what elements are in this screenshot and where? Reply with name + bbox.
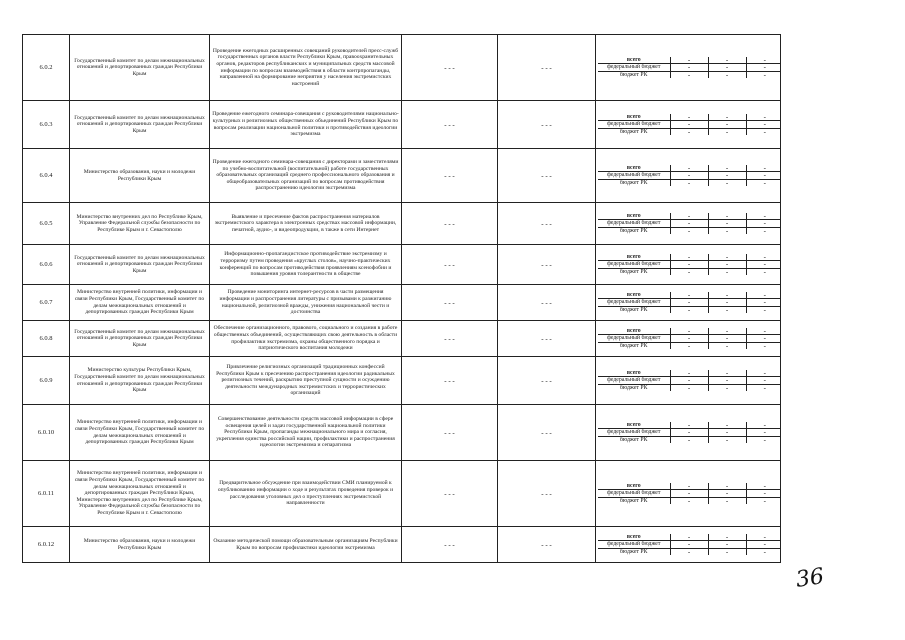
row-number: 6.0.10: [23, 405, 70, 461]
financing-cell: -: [746, 377, 781, 385]
regional-label: бюджет РК: [598, 384, 670, 391]
financing-table: [598, 328, 781, 350]
row-financing: [596, 149, 781, 203]
table-row: [23, 405, 781, 461]
row-description: Выявление и пресечение фактов распространения материалов экстремистского характера в электронных средствах массовой информации, печатной, аудио-, и видеопродукции, в также в сети Интернет: [210, 203, 402, 245]
row-result: - - -: [498, 35, 596, 101]
table-row: [23, 245, 781, 285]
financing-regional-row: [598, 342, 781, 349]
financing-federal-row: [598, 261, 781, 269]
row-result: - - -: [498, 203, 596, 245]
federal-label: федеральный бюджет: [598, 220, 670, 228]
financing-cell: -: [708, 436, 746, 443]
financing-cell: -: [746, 213, 781, 220]
financing-cell: -: [746, 328, 781, 335]
financing-federal-row: [598, 377, 781, 385]
regional-label: бюджет РК: [598, 436, 670, 443]
financing-cell: -: [746, 370, 781, 377]
financing-cell: -: [708, 165, 746, 172]
financing-cell: -: [708, 299, 746, 307]
row-number: 6.0.2: [23, 35, 70, 101]
financing-regional-row: [598, 436, 781, 443]
regional-label: бюджет РК: [598, 497, 670, 504]
financing-table: [598, 422, 781, 444]
financing-cell: -: [670, 370, 708, 377]
financing-cell: -: [746, 483, 781, 490]
financing-table: [598, 534, 781, 556]
row-result: - - -: [498, 149, 596, 203]
financing-cell: -: [670, 342, 708, 349]
total-label: всего: [626, 253, 641, 260]
financing-cell: -: [670, 422, 708, 429]
row-number: 6.0.3: [23, 101, 70, 149]
financing-cell: -: [670, 213, 708, 220]
financing-cell: -: [708, 261, 746, 269]
row-executor: Министерство внутренних дел по Республике Крым, Управление Федеральной службы безопасности по Республике Крым и г. Севастополю: [70, 203, 210, 245]
financing-cell: -: [708, 227, 746, 234]
row-financing: [596, 405, 781, 461]
financing-cell: -: [708, 429, 746, 437]
financing-cell: -: [746, 335, 781, 343]
financing-cell: -: [670, 335, 708, 343]
federal-label: федеральный бюджет: [598, 261, 670, 269]
row-financing: [596, 527, 781, 563]
financing-cell: -: [746, 534, 781, 541]
total-label: всего: [626, 369, 641, 376]
table-row: [23, 149, 781, 203]
table-row: [23, 527, 781, 563]
financing-cell: -: [708, 220, 746, 228]
financing-cell: -: [708, 384, 746, 391]
row-description: Информационно-пропагандистское противодействие экстремизму и терроризму путем проведения «круглых столов», научно-практических конференций по вопросам противодействия проявлениям ксенофобии и повышения уровня толерантности в обществе: [210, 245, 402, 285]
row-description: Проведение ежегодного семинара-совещания с руководителями национально-культурных и религиозных общественных объединений Республики Крым по вопросам реализации национальной политики и противодействия идеологии экстремизма: [210, 101, 402, 149]
row-executor: Министерство внутренней политики, информации и связи Республики Крым, Государственный комитет по делам межнациональных отношений и депортированных граждан Республики Крым, Министерство внутренних дел по Республике Крым, Управление Федеральной службы безопасности по Республике Крым и г. Севастополю: [70, 461, 210, 527]
financing-total-row: [598, 534, 781, 541]
regional-label: бюджет РК: [598, 548, 670, 555]
financing-cell: -: [746, 254, 781, 261]
financing-cell: -: [746, 268, 781, 275]
financing-table: [598, 254, 781, 276]
financing-table: [598, 213, 781, 235]
financing-total-row: [598, 328, 781, 335]
financing-regional-row: [598, 384, 781, 391]
financing-table: [598, 292, 781, 314]
total-label: всего: [626, 291, 641, 298]
financing-cell: -: [746, 436, 781, 443]
row-description: Предварительное обсуждение при взаимодействии СМИ планируемой к опубликованию информации о ходе и результатах проведения проверок и расследования уголовных дел о преступлениях экстремистской направленности: [210, 461, 402, 527]
row-executor: Министерство культуры Республики Крым, Государственный комитет по делам межнациональных отношений и депортированных граждан Республики Крым: [70, 357, 210, 405]
table-row: [23, 35, 781, 101]
financing-regional-row: [598, 548, 781, 555]
row-deadline: - - -: [402, 35, 498, 101]
financing-cell: -: [670, 165, 708, 172]
financing-federal-row: [598, 172, 781, 180]
federal-label: федеральный бюджет: [598, 429, 670, 437]
financing-cell: -: [708, 534, 746, 541]
financing-cell: -: [708, 541, 746, 549]
table-row: [23, 285, 781, 321]
federal-label: федеральный бюджет: [598, 377, 670, 385]
table-row: [23, 357, 781, 405]
regional-label: бюджет РК: [598, 71, 670, 78]
financing-cell: -: [670, 128, 708, 135]
row-executor: Государственный комитет по делам межнациональных отношений и депортированных граждан Республики Крым: [70, 245, 210, 285]
financing-cell: -: [746, 64, 781, 72]
row-result: - - -: [498, 357, 596, 405]
financing-cell: -: [708, 71, 746, 78]
financing-cell: -: [746, 306, 781, 313]
row-executor: Государственный комитет по делам межнациональных отношений и депортированных граждан Республики Крым: [70, 101, 210, 149]
financing-cell: -: [670, 490, 708, 498]
financing-cell: -: [708, 483, 746, 490]
financing-federal-row: [598, 220, 781, 228]
row-deadline: - - -: [402, 101, 498, 149]
row-financing: [596, 461, 781, 527]
financing-total-row: [598, 422, 781, 429]
financing-cell: -: [746, 384, 781, 391]
row-number: 6.0.5: [23, 203, 70, 245]
financing-cell: -: [746, 299, 781, 307]
financing-cell: -: [708, 57, 746, 64]
federal-label: федеральный бюджет: [598, 64, 670, 72]
regional-label: бюджет РК: [598, 227, 670, 234]
row-description: Обеспечение организационного, правового, социального и создания в работе общественных объединений, осуществляющих свою деятельность в области профилактики экстремизма, охраны общественного порядка и патриотического воспитания молодежи: [210, 321, 402, 357]
row-financing: [596, 101, 781, 149]
financing-cell: -: [746, 490, 781, 498]
row-financing: [596, 357, 781, 405]
financing-cell: -: [708, 213, 746, 220]
financing-cell: -: [746, 422, 781, 429]
financing-table: [598, 114, 781, 136]
financing-total-row: [598, 57, 781, 64]
financing-cell: -: [746, 179, 781, 186]
financing-cell: -: [708, 548, 746, 555]
row-deadline: - - -: [402, 527, 498, 563]
financing-table: [598, 165, 781, 187]
row-result: - - -: [498, 285, 596, 321]
financing-cell: -: [746, 128, 781, 135]
financing-cell: -: [670, 377, 708, 385]
row-deadline: - - -: [402, 321, 498, 357]
financing-cell: -: [708, 114, 746, 121]
row-number: 6.0.6: [23, 245, 70, 285]
row-number: 6.0.8: [23, 321, 70, 357]
financing-cell: -: [670, 436, 708, 443]
row-financing: [596, 203, 781, 245]
financing-cell: -: [746, 342, 781, 349]
financing-cell: -: [670, 121, 708, 129]
financing-total-row: [598, 114, 781, 121]
financing-regional-row: [598, 306, 781, 313]
financing-total-row: [598, 292, 781, 299]
row-financing: [596, 321, 781, 357]
total-label: всего: [626, 113, 641, 120]
financing-federal-row: [598, 490, 781, 498]
row-description: Совершенствование деятельности средств массовой информации в сфере освещения целей и задач государственной национальной политики Республики Крым, пропаганды межнационального мира и согласия, укрепления единства российской нации, профилактики и распространения идеологии экстремизма и сепаратизма: [210, 405, 402, 461]
financing-total-row: [598, 483, 781, 490]
financing-cell: -: [670, 541, 708, 549]
financing-cell: -: [708, 497, 746, 504]
row-result: - - -: [498, 321, 596, 357]
financing-cell: -: [708, 342, 746, 349]
regional-label: бюджет РК: [598, 306, 670, 313]
regional-label: бюджет РК: [598, 268, 670, 275]
total-label: всего: [626, 482, 641, 489]
financing-cell: -: [746, 292, 781, 299]
financing-cell: -: [670, 71, 708, 78]
federal-label: федеральный бюджет: [598, 299, 670, 307]
financing-cell: -: [708, 64, 746, 72]
total-label: всего: [626, 212, 641, 219]
federal-label: федеральный бюджет: [598, 541, 670, 549]
table-row: [23, 461, 781, 527]
financing-cell: -: [670, 114, 708, 121]
financing-cell: -: [708, 335, 746, 343]
total-label: всего: [626, 421, 641, 428]
row-description: Проведение мониторинга интернет-ресурсов в части размещения информации и распространения литературы с призывами к разжиганию национальной, религиозной вражды, унижения национальной чести и достоинства: [210, 285, 402, 321]
financing-cell: -: [746, 172, 781, 180]
financing-cell: -: [670, 179, 708, 186]
row-deadline: - - -: [402, 245, 498, 285]
row-result: - - -: [498, 527, 596, 563]
financing-cell: -: [670, 497, 708, 504]
row-executor: Министерство образования, науки и молодежи Республики Крым: [70, 149, 210, 203]
financing-table: [598, 57, 781, 79]
row-deadline: - - -: [402, 357, 498, 405]
row-number: 6.0.9: [23, 357, 70, 405]
regional-label: бюджет РК: [598, 179, 670, 186]
financing-cell: -: [708, 121, 746, 129]
row-executor: Министерство образования, науки и молодежи Республики Крым: [70, 527, 210, 563]
row-financing: [596, 35, 781, 101]
federal-label: федеральный бюджет: [598, 172, 670, 180]
row-description: Привлечение религиозных организаций традиционных конфессий Республики Крым к пресечению распространения идеологии радикальных религиозных течений, раскрытию преступной сущности и осуждению деятельности международных экстремистских и террористических организаций: [210, 357, 402, 405]
row-result: - - -: [498, 405, 596, 461]
row-result: - - -: [498, 101, 596, 149]
financing-federal-row: [598, 429, 781, 437]
row-executor: Государственный комитет по делам межнациональных отношений и депортированных граждан Республики Крым: [70, 35, 210, 101]
row-description: Оказание методической помощи образовательным организациям Республики Крым по вопросам профилактики идеологии экстремизма: [210, 527, 402, 563]
financing-table: [598, 483, 781, 505]
row-executor: Министерство внутренней политики, информации и связи Республики Крым, Государственный комитет по делам межнациональных отношений и депортированных граждан Республики Крым: [70, 405, 210, 461]
page-number: 36: [794, 564, 826, 593]
row-deadline: - - -: [402, 203, 498, 245]
financing-cell: -: [746, 429, 781, 437]
financing-regional-row: [598, 497, 781, 504]
financing-federal-row: [598, 121, 781, 129]
table-row: [23, 203, 781, 245]
financing-cell: -: [708, 377, 746, 385]
financing-regional-row: [598, 268, 781, 275]
financing-cell: -: [746, 71, 781, 78]
financing-cell: -: [708, 172, 746, 180]
financing-cell: -: [670, 306, 708, 313]
financing-total-row: [598, 254, 781, 261]
financing-cell: -: [708, 292, 746, 299]
financing-federal-row: [598, 335, 781, 343]
financing-cell: -: [670, 261, 708, 269]
financing-cell: -: [670, 220, 708, 228]
financing-cell: -: [746, 497, 781, 504]
total-label: всего: [626, 327, 641, 334]
financing-regional-row: [598, 179, 781, 186]
row-deadline: - - -: [402, 285, 498, 321]
financing-cell: -: [708, 254, 746, 261]
financing-total-row: [598, 370, 781, 377]
federal-label: федеральный бюджет: [598, 490, 670, 498]
financing-cell: -: [746, 165, 781, 172]
table-row: [23, 321, 781, 357]
financing-cell: -: [670, 534, 708, 541]
financing-cell: -: [670, 268, 708, 275]
financing-federal-row: [598, 541, 781, 549]
financing-cell: -: [670, 328, 708, 335]
financing-cell: -: [746, 114, 781, 121]
federal-label: федеральный бюджет: [598, 335, 670, 343]
document-sheet: [22, 34, 780, 563]
row-financing: [596, 245, 781, 285]
row-result: - - -: [498, 461, 596, 527]
financing-cell: -: [708, 268, 746, 275]
financing-cell: -: [746, 548, 781, 555]
financing-cell: -: [670, 57, 708, 64]
financing-regional-row: [598, 71, 781, 78]
financing-cell: -: [708, 370, 746, 377]
row-number: 6.0.4: [23, 149, 70, 203]
program-table: [22, 34, 781, 563]
row-description: Проведение ежегодного семинара-совещания с директорами и заместителями по учебно-воспитательной (воспитательной) работе государственных образовательных организаций среднего профессионального образования и общеобразовательных организаций по вопросам противодействия распространению идеологии экстремизма: [210, 149, 402, 203]
row-number: 6.0.12: [23, 527, 70, 563]
financing-federal-row: [598, 64, 781, 72]
row-deadline: - - -: [402, 405, 498, 461]
financing-cell: -: [708, 422, 746, 429]
financing-cell: -: [708, 490, 746, 498]
financing-cell: -: [670, 384, 708, 391]
total-label: всего: [626, 56, 641, 63]
financing-cell: -: [670, 429, 708, 437]
financing-cell: -: [670, 227, 708, 234]
financing-cell: -: [670, 64, 708, 72]
financing-cell: -: [670, 292, 708, 299]
financing-cell: -: [670, 172, 708, 180]
row-description: Проведение ежегодных расширенных совещаний руководителей пресс-служб государственных органов власти Республики Крым, правоохранительных органов, редакторов республиканских и муниципальных средств массовой информации по вопросам взаимодействия в области контрпропаганды, направленной на формирование неприятия у населения экстремистских настроений: [210, 35, 402, 101]
row-number: 6.0.11: [23, 461, 70, 527]
federal-label: федеральный бюджет: [598, 121, 670, 129]
financing-cell: -: [746, 121, 781, 129]
financing-cell: -: [746, 227, 781, 234]
financing-table: [598, 370, 781, 392]
financing-cell: -: [746, 57, 781, 64]
financing-cell: -: [708, 128, 746, 135]
financing-cell: -: [670, 254, 708, 261]
financing-total-row: [598, 213, 781, 220]
total-label: всего: [626, 164, 641, 171]
financing-total-row: [598, 165, 781, 172]
row-executor: Министерство внутренней политики, информации и связи Республики Крым, Государственный комитет по делам межнациональных отношений и депортированных граждан Республики Крым: [70, 285, 210, 321]
financing-cell: -: [746, 261, 781, 269]
financing-cell: -: [670, 483, 708, 490]
total-label: всего: [626, 533, 641, 540]
financing-cell: -: [670, 299, 708, 307]
financing-cell: -: [708, 328, 746, 335]
regional-label: бюджет РК: [598, 342, 670, 349]
row-executor: Государственный комитет по делам межнациональных отношений и депортированных граждан Республики Крым: [70, 321, 210, 357]
financing-cell: -: [746, 220, 781, 228]
financing-cell: -: [670, 548, 708, 555]
financing-regional-row: [598, 227, 781, 234]
row-deadline: - - -: [402, 461, 498, 527]
financing-cell: -: [708, 179, 746, 186]
table-row: [23, 101, 781, 149]
row-deadline: - - -: [402, 149, 498, 203]
financing-federal-row: [598, 299, 781, 307]
regional-label: бюджет РК: [598, 128, 670, 135]
row-financing: [596, 285, 781, 321]
row-result: - - -: [498, 245, 596, 285]
financing-regional-row: [598, 128, 781, 135]
financing-cell: -: [708, 306, 746, 313]
row-number: 6.0.7: [23, 285, 70, 321]
financing-cell: -: [746, 541, 781, 549]
